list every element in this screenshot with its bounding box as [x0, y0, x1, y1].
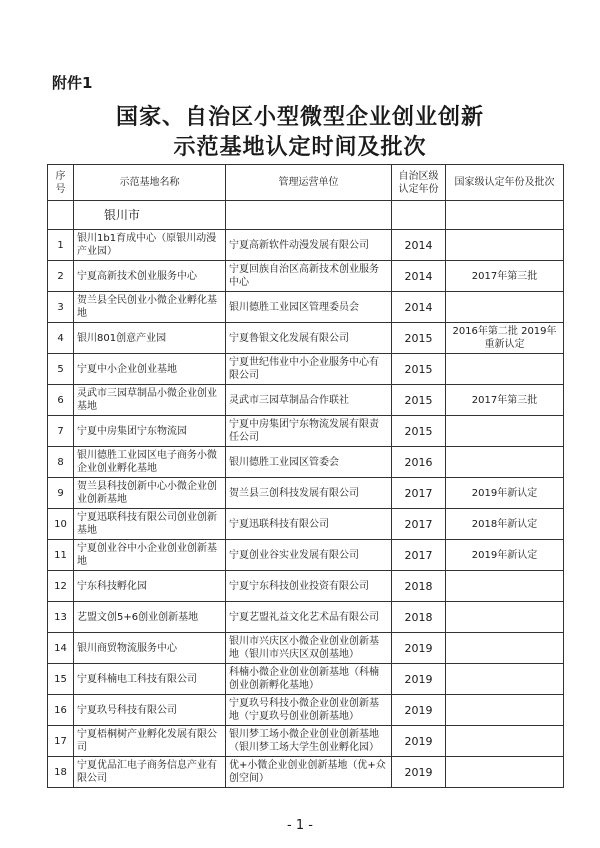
batch-cell	[446, 354, 564, 385]
name-cell: 宁夏迅联科技有限公司创业创新基地	[74, 509, 226, 540]
year-cell: 2016	[392, 447, 446, 478]
num-cell: 16	[48, 695, 74, 726]
num-cell: 3	[48, 292, 74, 323]
batch-cell	[446, 695, 564, 726]
table-row	[48, 540, 564, 571]
name-cell: 银川801创意产业园	[74, 323, 226, 354]
unit-cell: 银川德胜工业园区管理委员会	[226, 292, 392, 323]
year-cell: 2019	[392, 726, 446, 757]
page-number: - 1 -	[287, 818, 313, 833]
year-cell: 2018	[392, 571, 446, 602]
num-cell: 11	[48, 540, 74, 571]
header-name: 示范基地名称	[74, 165, 226, 201]
table-row	[48, 261, 564, 292]
num-cell: 13	[48, 602, 74, 633]
name-cell: 银川德胜工业园区电子商务小微企业创业孵化基地	[74, 447, 226, 478]
table-row	[48, 292, 564, 323]
batch-cell	[446, 571, 564, 602]
table-row	[48, 757, 564, 788]
table-row	[48, 323, 564, 354]
document-title-line-1: 国家、自治区小型微型企业创业创新	[115, 104, 484, 130]
year-cell: 2015	[392, 416, 446, 447]
name-cell: 宁夏梧桐树产业孵化发展有限公司	[74, 726, 226, 757]
batch-cell	[446, 664, 564, 695]
year-cell: 2019	[392, 757, 446, 788]
unit-cell: 银川德胜工业园区管委会	[226, 447, 392, 478]
unit-cell: 银川市兴庆区小微企业创业创新基地（银川市兴庆区双创基地）	[226, 633, 392, 664]
name-cell: 宁夏中小企业创业基地	[74, 354, 226, 385]
name-cell: 宁夏优品汇电子商务信息产业有限公司	[74, 757, 226, 788]
unit-cell: 宁夏世纪伟业中小企业服务中心有限公司	[226, 354, 392, 385]
table-row	[48, 726, 564, 757]
name-cell: 灵武市三园草制品小微企业创业基地	[74, 385, 226, 416]
table-header-row	[48, 165, 564, 201]
year-cell: 2017	[392, 509, 446, 540]
table-row	[48, 571, 564, 602]
header-num: 序号	[48, 165, 74, 201]
year-cell: 2019	[392, 633, 446, 664]
table-row	[48, 664, 564, 695]
batch-cell: 2016年第二批 2019年重新认定	[446, 323, 564, 354]
name-cell: 宁东科技孵化园	[74, 571, 226, 602]
batch-cell	[446, 230, 564, 261]
section-year-cell	[392, 201, 446, 230]
header-unit: 管理运营单位	[226, 165, 392, 201]
name-cell: 银川商贸物流服务中心	[74, 633, 226, 664]
year-cell: 2018	[392, 602, 446, 633]
section-batch-cell	[446, 201, 564, 230]
year-cell: 2019	[392, 664, 446, 695]
name-cell: 宁夏高新技术创业服务中心	[74, 261, 226, 292]
table-row	[48, 385, 564, 416]
year-cell: 2017	[392, 478, 446, 509]
batch-cell: 2017年第三批	[446, 385, 564, 416]
year-cell: 2014	[392, 261, 446, 292]
table-row	[48, 416, 564, 447]
batch-cell: 2017年第三批	[446, 261, 564, 292]
table-row	[48, 695, 564, 726]
table-row	[48, 633, 564, 664]
year-cell: 2015	[392, 354, 446, 385]
unit-cell: 宁夏玖号科技小微企业创业创新基地（宁夏玖号创业创新基地）	[226, 695, 392, 726]
batch-cell	[446, 757, 564, 788]
num-cell: 1	[48, 230, 74, 261]
num-cell: 6	[48, 385, 74, 416]
name-cell: 银川1b1育成中心（原银川动漫产业园）	[74, 230, 226, 261]
unit-cell: 宁夏艺盟礼益文化艺术品有限公司	[226, 602, 392, 633]
unit-cell: 宁夏创业谷实业发展有限公司	[226, 540, 392, 571]
table-row	[48, 478, 564, 509]
table-row	[48, 602, 564, 633]
year-cell: 2014	[392, 292, 446, 323]
num-cell: 7	[48, 416, 74, 447]
num-cell: 4	[48, 323, 74, 354]
header-year: 自治区级认定年份	[392, 165, 446, 201]
base-table	[47, 164, 564, 788]
name-cell: 贺兰县科技创新中心小微企业创业创新基地	[74, 478, 226, 509]
section-unit-cell	[226, 201, 392, 230]
name-cell: 宁夏中房集团宁东物流园	[74, 416, 226, 447]
num-cell: 14	[48, 633, 74, 664]
unit-cell: 宁夏回族自治区高新技术创业服务中心	[226, 261, 392, 292]
name-cell: 宁夏创业谷中小企业创业创新基地	[74, 540, 226, 571]
name-cell: 贺兰县全民创业小微企业孵化基地	[74, 292, 226, 323]
num-cell: 18	[48, 757, 74, 788]
table-row	[48, 447, 564, 478]
num-cell: 12	[48, 571, 74, 602]
batch-cell: 2019年新认定	[446, 478, 564, 509]
unit-cell: 科楠小微企业创业创新基地（科楠创业创新孵化基地）	[226, 664, 392, 695]
unit-cell: 贺兰县三创科技发展有限公司	[226, 478, 392, 509]
num-cell: 2	[48, 261, 74, 292]
unit-cell: 优+小微企业创业创新基地（优+众创空间）	[226, 757, 392, 788]
year-cell: 2015	[392, 385, 446, 416]
name-cell: 宁夏科楠电工科技有限公司	[74, 664, 226, 695]
unit-cell: 宁夏迅联科技有限公司	[226, 509, 392, 540]
unit-cell: 宁夏中房集团宁东物流发展有限责任公司	[226, 416, 392, 447]
num-cell: 8	[48, 447, 74, 478]
year-cell: 2014	[392, 230, 446, 261]
batch-cell	[446, 633, 564, 664]
unit-cell: 宁夏宁东科技创业投资有限公司	[226, 571, 392, 602]
batch-cell: 2019年新认定	[446, 540, 564, 571]
batch-cell	[446, 602, 564, 633]
num-cell: 5	[48, 354, 74, 385]
unit-cell: 灵武市三园草制品合作联社	[226, 385, 392, 416]
num-cell: 9	[48, 478, 74, 509]
batch-cell	[446, 726, 564, 757]
section-label: 银川市	[74, 201, 226, 230]
name-cell: 宁夏玖号科技有限公司	[74, 695, 226, 726]
unit-cell: 宁夏鲁银文化发展有限公司	[226, 323, 392, 354]
table-row	[48, 509, 564, 540]
year-cell: 2015	[392, 323, 446, 354]
num-cell: 10	[48, 509, 74, 540]
section-num-cell	[48, 201, 74, 230]
batch-cell	[446, 292, 564, 323]
table-row	[48, 230, 564, 261]
section-row	[48, 201, 564, 230]
header-batch: 国家级认定年份及批次	[446, 165, 564, 201]
table-row	[48, 354, 564, 385]
batch-cell	[446, 416, 564, 447]
document-title-line-2: 示范基地认定时间及批次	[173, 134, 427, 160]
year-cell: 2019	[392, 695, 446, 726]
year-cell: 2017	[392, 540, 446, 571]
unit-cell: 银川梦工场小微企业创业创新基地（银川梦工场大学生创业孵化园）	[226, 726, 392, 757]
batch-cell	[446, 447, 564, 478]
num-cell: 15	[48, 664, 74, 695]
attachment-label: 附件1	[52, 74, 93, 92]
name-cell: 艺盟文创5+6创业创新基地	[74, 602, 226, 633]
unit-cell: 宁夏高新软件动漫发展有限公司	[226, 230, 392, 261]
batch-cell: 2018年新认定	[446, 509, 564, 540]
num-cell: 17	[48, 726, 74, 757]
